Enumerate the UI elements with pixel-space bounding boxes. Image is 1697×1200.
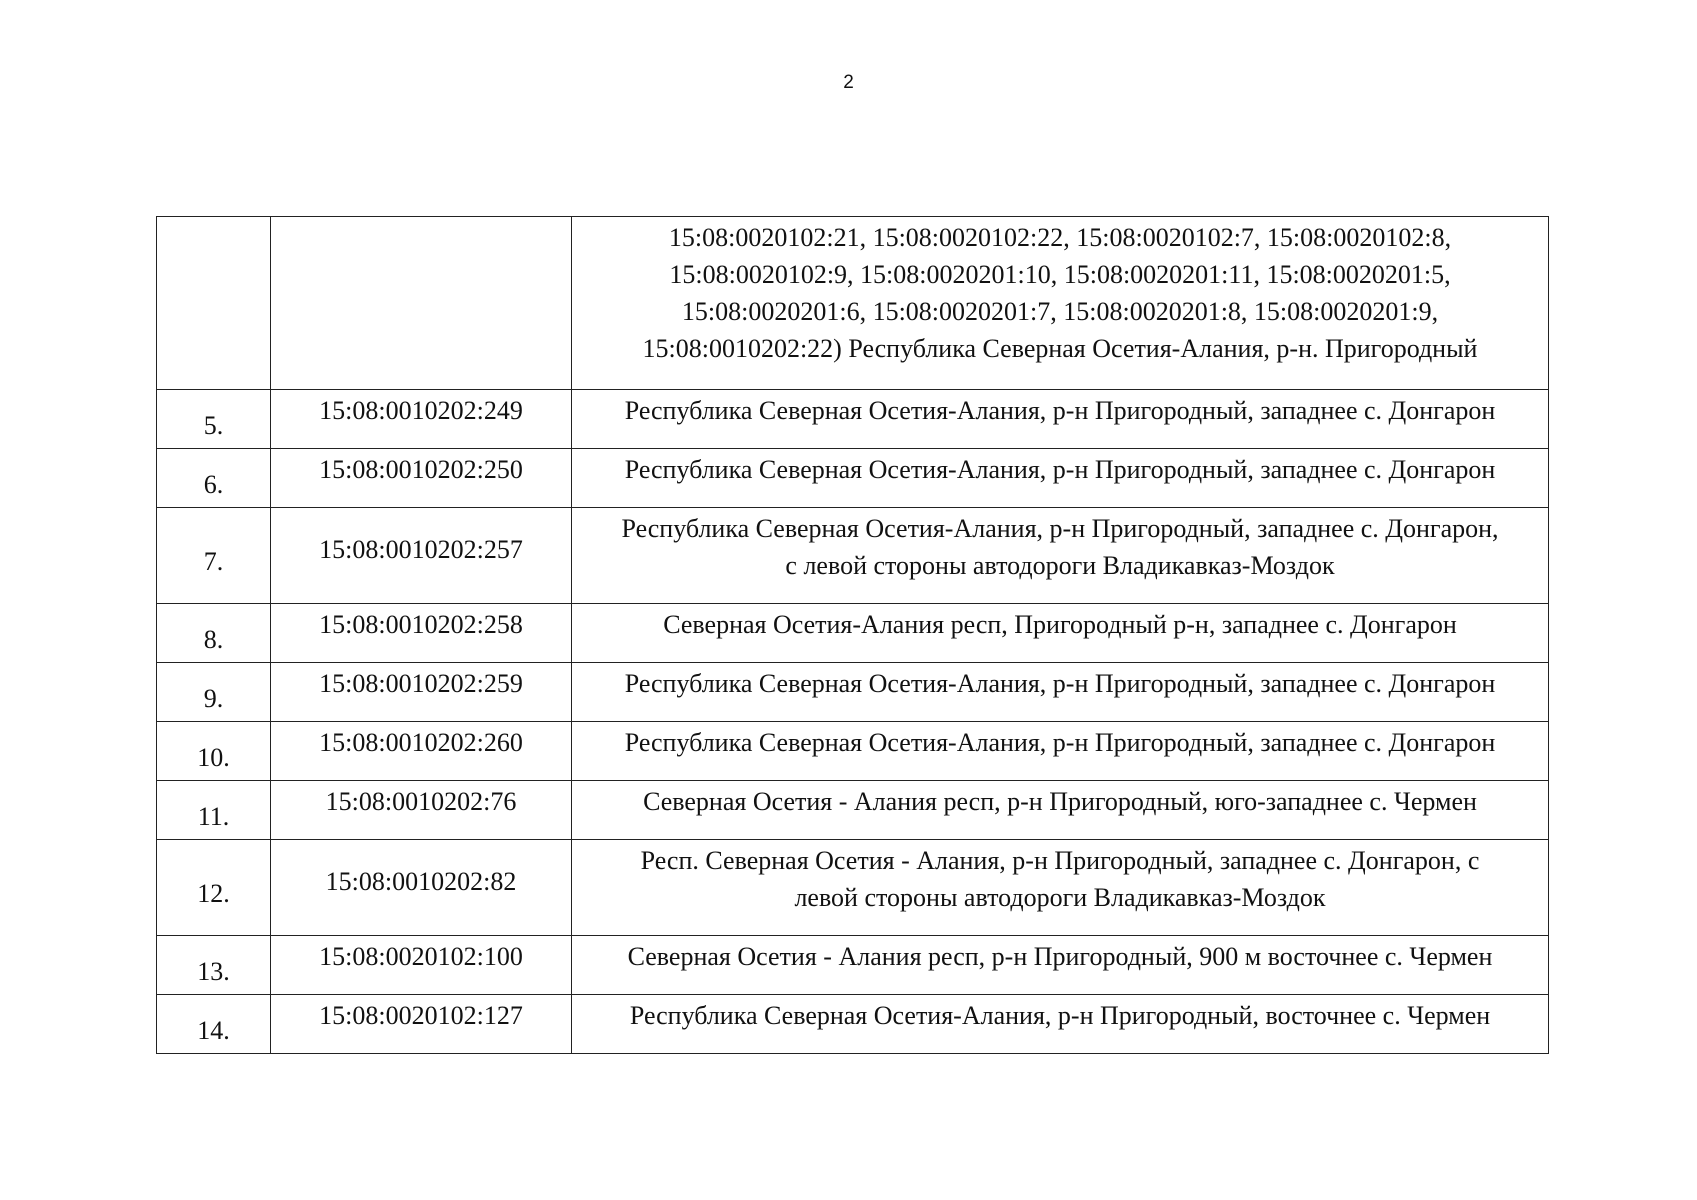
address-cell — [572, 995, 1549, 1054]
address-line: Северная Осетия - Алания респ, р-н Пригородный, юго-западнее с. Чермен — [643, 787, 1477, 816]
address-line: 15:08:0020201:6, 15:08:0020201:7, 15:08:0020201:8, 15:08:0020201:9, — [681, 297, 1439, 326]
cadastral-number-cell: 15:08:0020102:127 — [271, 995, 572, 1054]
table-row — [157, 722, 1549, 781]
cadastral-number-cell: 15:08:0010202:249 — [271, 390, 572, 449]
table-row — [157, 995, 1549, 1054]
table-row — [157, 449, 1549, 508]
address-line: Северная Осетия-Алания респ, Пригородный р-н, западнее с. Донгарон — [663, 610, 1457, 639]
cadastral-number-cell: 15:08:0010202:76 — [271, 781, 572, 840]
row-number-cell: 13. — [157, 936, 271, 995]
address-line: Республика Северная Осетия-Алания, р-н Пригородный, восточнее с. Чермен — [629, 1001, 1491, 1030]
row-number-cell: 8. — [157, 604, 271, 663]
address-line: Респ. Северная Осетия - Алания, р-н Пригородный, западнее с. Донгарон, с — [640, 846, 1480, 875]
cadastral-number-cell: 15:08:0010202:260 — [271, 722, 572, 781]
address-line: Республика Северная Осетия-Алания, р-н Пригородный, западнее с. Донгарон — [624, 455, 1496, 484]
address-line: Республика Северная Осетия-Алания, р-н Пригородный, западнее с. Донгарон — [624, 396, 1496, 425]
row-number-cell — [157, 217, 271, 390]
cadastral-number-cell: 15:08:0010202:257 — [271, 508, 572, 604]
address-line: 15:08:0010202:22) Республика Северная Осетия-Алания, р-н. Пригородный — [642, 334, 1478, 363]
address-line: левой стороны автодороги Владикавказ-Моздок — [794, 883, 1326, 912]
address-cell — [572, 508, 1549, 604]
row-number-cell: 12. — [157, 840, 271, 936]
table-row — [157, 936, 1549, 995]
address-line: 15:08:0020102:21, 15:08:0020102:22, 15:08:0020102:7, 15:08:0020102:8, — [668, 223, 1452, 252]
address-cell — [572, 781, 1549, 840]
address-cell — [572, 390, 1549, 449]
address-cell — [572, 217, 1549, 390]
address-line: Северная Осетия - Алания респ, р-н Пригородный, 900 м восточнее с. Чермен — [627, 942, 1493, 971]
table-row — [157, 390, 1549, 449]
table-row — [157, 604, 1549, 663]
address-cell — [572, 936, 1549, 995]
row-number-cell: 6. — [157, 449, 271, 508]
address-line: Республика Северная Осетия-Алания, р-н Пригородный, западнее с. Донгарон, — [621, 514, 1499, 543]
parcels-table — [156, 216, 1549, 1054]
address-cell — [572, 449, 1549, 508]
table-row-continuation — [157, 217, 1549, 390]
table-row — [157, 840, 1549, 936]
address-line: с левой стороны автодороги Владикавказ-Моздок — [785, 551, 1335, 580]
cadastral-number-cell: 15:08:0010202:82 — [271, 840, 572, 936]
row-number-cell: 14. — [157, 995, 271, 1054]
address-line: Республика Северная Осетия-Алания, р-н Пригородный, западнее с. Донгарон — [624, 669, 1496, 698]
row-number-cell: 10. — [157, 722, 271, 781]
address-cell — [572, 840, 1549, 936]
row-number-cell: 9. — [157, 663, 271, 722]
row-number-cell: 11. — [157, 781, 271, 840]
address-cell — [572, 722, 1549, 781]
cadastral-number-cell: 15:08:0010202:258 — [271, 604, 572, 663]
cadastral-number-cell: 15:08:0010202:259 — [271, 663, 572, 722]
row-number-cell: 5. — [157, 390, 271, 449]
address-cell — [572, 604, 1549, 663]
cadastral-number-cell: 15:08:0010202:250 — [271, 449, 572, 508]
address-line: Республика Северная Осетия-Алания, р-н Пригородный, западнее с. Донгарон — [624, 728, 1496, 757]
address-line: 15:08:0020102:9, 15:08:0020201:10, 15:08:0020201:11, 15:08:0020201:5, — [669, 260, 1451, 289]
cadastral-number-cell: 15:08:0020102:100 — [271, 936, 572, 995]
address-cell — [572, 663, 1549, 722]
table-row — [157, 663, 1549, 722]
table-row — [157, 508, 1549, 604]
page-number: 2 — [843, 72, 854, 93]
row-number-cell: 7. — [157, 508, 271, 604]
table-row — [157, 781, 1549, 840]
cadastral-number-cell — [271, 217, 572, 390]
